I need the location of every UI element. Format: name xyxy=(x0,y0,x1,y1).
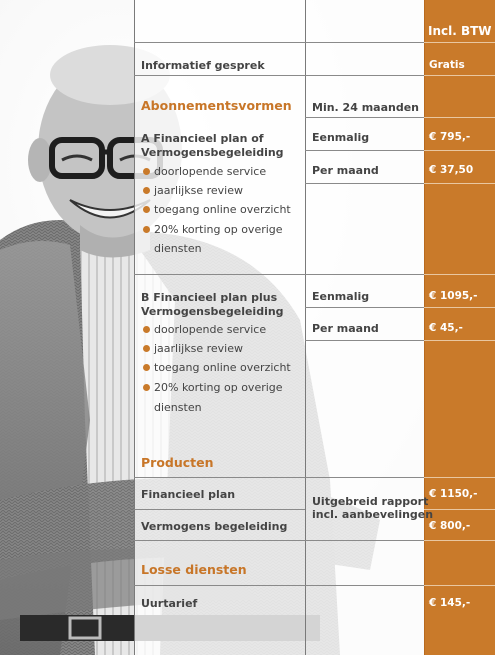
service-hourly-rate-price: € 145,- xyxy=(429,597,471,609)
plan-b-feature: 20% korting op overige xyxy=(143,380,283,395)
row-divider xyxy=(424,585,495,586)
plan-b-month-label: Per maand xyxy=(312,322,379,335)
product-financial-plan: Financieel plan xyxy=(141,488,236,501)
products-note-line2: incl. aanbevelingen xyxy=(312,508,434,521)
product-wealth-guidance-price: € 800,- xyxy=(429,520,471,532)
column-divider xyxy=(134,0,135,655)
subscriptions-heading: Abonnementsvormen xyxy=(141,98,292,113)
service-hourly-rate: Uurtarief xyxy=(141,597,198,610)
plan-b-title-line2: Vermogensbegeleiding xyxy=(141,305,284,318)
row-divider xyxy=(305,117,424,118)
row-divider xyxy=(134,75,424,76)
bullet-icon xyxy=(143,187,150,194)
column-divider xyxy=(424,0,425,655)
product-wealth-guidance: Vermogens begeleiding xyxy=(141,520,288,533)
bullet-icon xyxy=(143,345,150,352)
row-divider xyxy=(424,117,495,118)
row-divider xyxy=(134,477,424,478)
row-divider xyxy=(305,150,424,151)
price-column-header: Incl. BTW xyxy=(428,24,492,38)
column-divider xyxy=(305,0,306,655)
products-note: Uitgebreid rapport xyxy=(312,495,429,508)
row-divider xyxy=(305,307,424,308)
row-divider xyxy=(134,274,424,275)
subscriptions-term: Min. 24 maanden xyxy=(312,101,419,114)
bullet-icon xyxy=(143,384,150,391)
plan-a-once-price: € 795,- xyxy=(429,131,471,143)
intro-price: Gratis xyxy=(429,59,465,71)
plan-a-feature: doorlopende service xyxy=(143,164,266,179)
bullet-icon xyxy=(143,226,150,233)
plan-b-once-price: € 1095,- xyxy=(429,290,478,302)
row-divider xyxy=(424,42,495,43)
plan-b-feature: toegang online overzicht xyxy=(143,360,291,375)
row-divider xyxy=(134,42,424,43)
row-divider xyxy=(134,509,305,510)
row-divider xyxy=(424,274,495,275)
row-divider xyxy=(424,183,495,184)
plan-a-month-label: Per maand xyxy=(312,164,379,177)
row-divider xyxy=(134,585,424,586)
product-financial-plan-price: € 1150,- xyxy=(429,488,478,500)
plan-a-month-price: € 37,50 xyxy=(429,164,474,176)
plan-b-month-price: € 45,- xyxy=(429,322,463,334)
plan-a-feature: toegang online overzicht xyxy=(143,202,291,217)
services-heading: Losse diensten xyxy=(141,562,247,577)
row-divider xyxy=(424,150,495,151)
row-divider xyxy=(424,540,495,541)
row-divider xyxy=(134,540,424,541)
plan-a-once-label: Eenmalig xyxy=(312,131,370,144)
row-divider xyxy=(424,477,495,478)
plan-a-feature: 20% korting op overige xyxy=(143,222,283,237)
products-heading: Producten xyxy=(141,455,214,470)
bullet-icon xyxy=(143,326,150,333)
bullet-icon xyxy=(143,168,150,175)
plan-b-once-label: Eenmalig xyxy=(312,290,370,303)
plan-b-feature: doorlopende service xyxy=(143,322,266,337)
bullet-icon xyxy=(143,364,150,371)
plan-b-feature: jaarlijkse review xyxy=(143,341,243,356)
row-divider xyxy=(424,509,495,510)
row-divider xyxy=(424,307,495,308)
row-divider xyxy=(424,75,495,76)
plan-a-title-line2: Vermogensbegeleiding xyxy=(141,146,284,159)
plan-a-feature: jaarlijkse review xyxy=(143,183,243,198)
plan-b-title: B Financieel plan plus xyxy=(141,291,278,304)
plan-b-feature-cont: diensten xyxy=(154,401,202,414)
row-divider xyxy=(424,340,495,341)
intro-label: Informatief gesprek xyxy=(141,59,265,72)
row-divider xyxy=(305,340,424,341)
bullet-icon xyxy=(143,206,150,213)
plan-a-feature-cont: diensten xyxy=(154,242,202,255)
row-divider xyxy=(305,183,424,184)
plan-a-title: A Financieel plan of xyxy=(141,132,264,145)
